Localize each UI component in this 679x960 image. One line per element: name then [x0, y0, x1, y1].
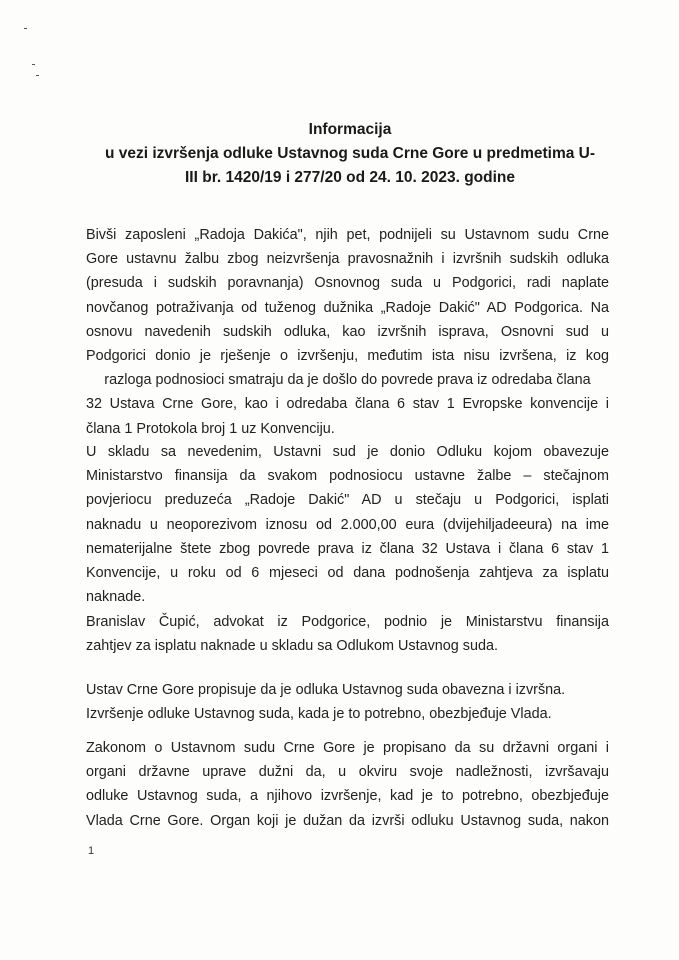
scan-mark — [36, 75, 39, 76]
paragraph-4 — [86, 678, 609, 726]
page-number: 1 — [88, 845, 95, 857]
paragraph-3 — [86, 610, 609, 658]
scan-mark — [32, 64, 35, 65]
paragraph-line: odluke Ustavnog suda, a njihovo izvršenje, kad je to potrebno, obezbjeđuje — [86, 788, 609, 805]
document-title — [60, 118, 640, 190]
paragraph-line: Branislav Čupić, advokat iz Podgorice, podnio je Ministarstvu finansija — [86, 614, 609, 630]
title-line-3: III br. 1420/19 i 277/20 od 24. 10. 2023. godine — [185, 169, 515, 186]
title-line-1: Informacija — [308, 121, 392, 138]
scan-mark — [24, 28, 27, 29]
paragraph-line: naknade. — [86, 589, 146, 606]
paragraph-line: Ministarstvo finansija da svakom podnosiocu ustavne žalbe – stečajnom — [86, 468, 609, 485]
paragraph-line: razloga podnosioci smatraju da je došlo do povrede prava iz odredaba člana — [104, 372, 591, 389]
paragraph-line: povjeriocu preduzeća „Radoje Dakić" AD u stečaju u Podgorici, isplati — [86, 492, 609, 509]
paragraph-line: U skladu sa nevedenim, Ustavni sud je donio Odluku kojom obavezuje — [86, 444, 609, 460]
paragraph-line: Bivši zaposleni „Radoja Dakića", njih pet, podnijeli su Ustavnom sudu Crne — [86, 227, 609, 243]
paragraph-line: naknadu u neoporezivom iznosu od 2.000,00 eura (dvijehiljadeeura) na ime — [86, 516, 609, 533]
paragraph-line: novčanog potraživanja od tuženog dužnika „Radoje Dakić" AD Podgorica. Na — [86, 299, 609, 316]
paragraph-line: 32 Ustava Crne Gore, kao i odredaba člana 6 stav 1 Evropske konvencije i — [86, 396, 609, 413]
title-line-2: u vezi izvršenja odluke Ustavnog suda Crne Gore u predmetima U- — [104, 145, 596, 162]
paragraph-5 — [86, 736, 609, 833]
paragraph-line: Zakonom o Ustavnom sudu Crne Gore je propisano da su državni organi i — [86, 740, 609, 756]
paragraph-line: organi državne uprave dužni da, u okviru svoje nadležnosti, izvršavaju — [86, 764, 609, 781]
paragraph-line: Podgorici donio je rješenje o izvršenju, međutim ista nisu izvršena, iz kog — [86, 347, 609, 364]
paragraph-line: Izvršenje odluke Ustavnog suda, kada je to potrebno, obezbjeđuje Vlada. — [86, 706, 552, 723]
paragraph-line: Vlada Crne Gore. Organ koji je dužan da izvrši odluku Ustavnog suda, nakon — [86, 812, 609, 829]
paragraph-line: nematerijalne štete zbog povrede prava iz člana 32 Ustava i člana 6 stav 1 — [86, 540, 609, 557]
paragraph-line: (presuda i sudskih poravnanja) Osnovnog suda u Podgorici, radi naplate — [86, 275, 609, 292]
paragraph-line: člana 1 Protokola broj 1 uz Konvenciju. — [86, 420, 335, 437]
paragraph-line: Ustav Crne Gore propisuje da je odluka Ustavnog suda obavezna i izvršna. — [86, 682, 566, 698]
paragraph-line: zahtjev za isplatu naknade u skladu sa Odlukom Ustavnog suda. — [86, 638, 498, 655]
paragraph-2 — [86, 440, 609, 609]
paragraph-line: Gore ustavnu žalbu zbog neizvršenja pravosnažnih i izvršnih sudskih odluka — [86, 251, 609, 268]
paragraph-line: Konvencije, u roku od 6 mjeseci od dana podnošenja zahtjeva za isplatu — [86, 564, 609, 581]
paragraph-1 — [86, 223, 609, 441]
paragraph-line: osnovu navedenih sudskih odluka, kao izvršnih isprava, Osnovni sud u — [86, 323, 609, 340]
